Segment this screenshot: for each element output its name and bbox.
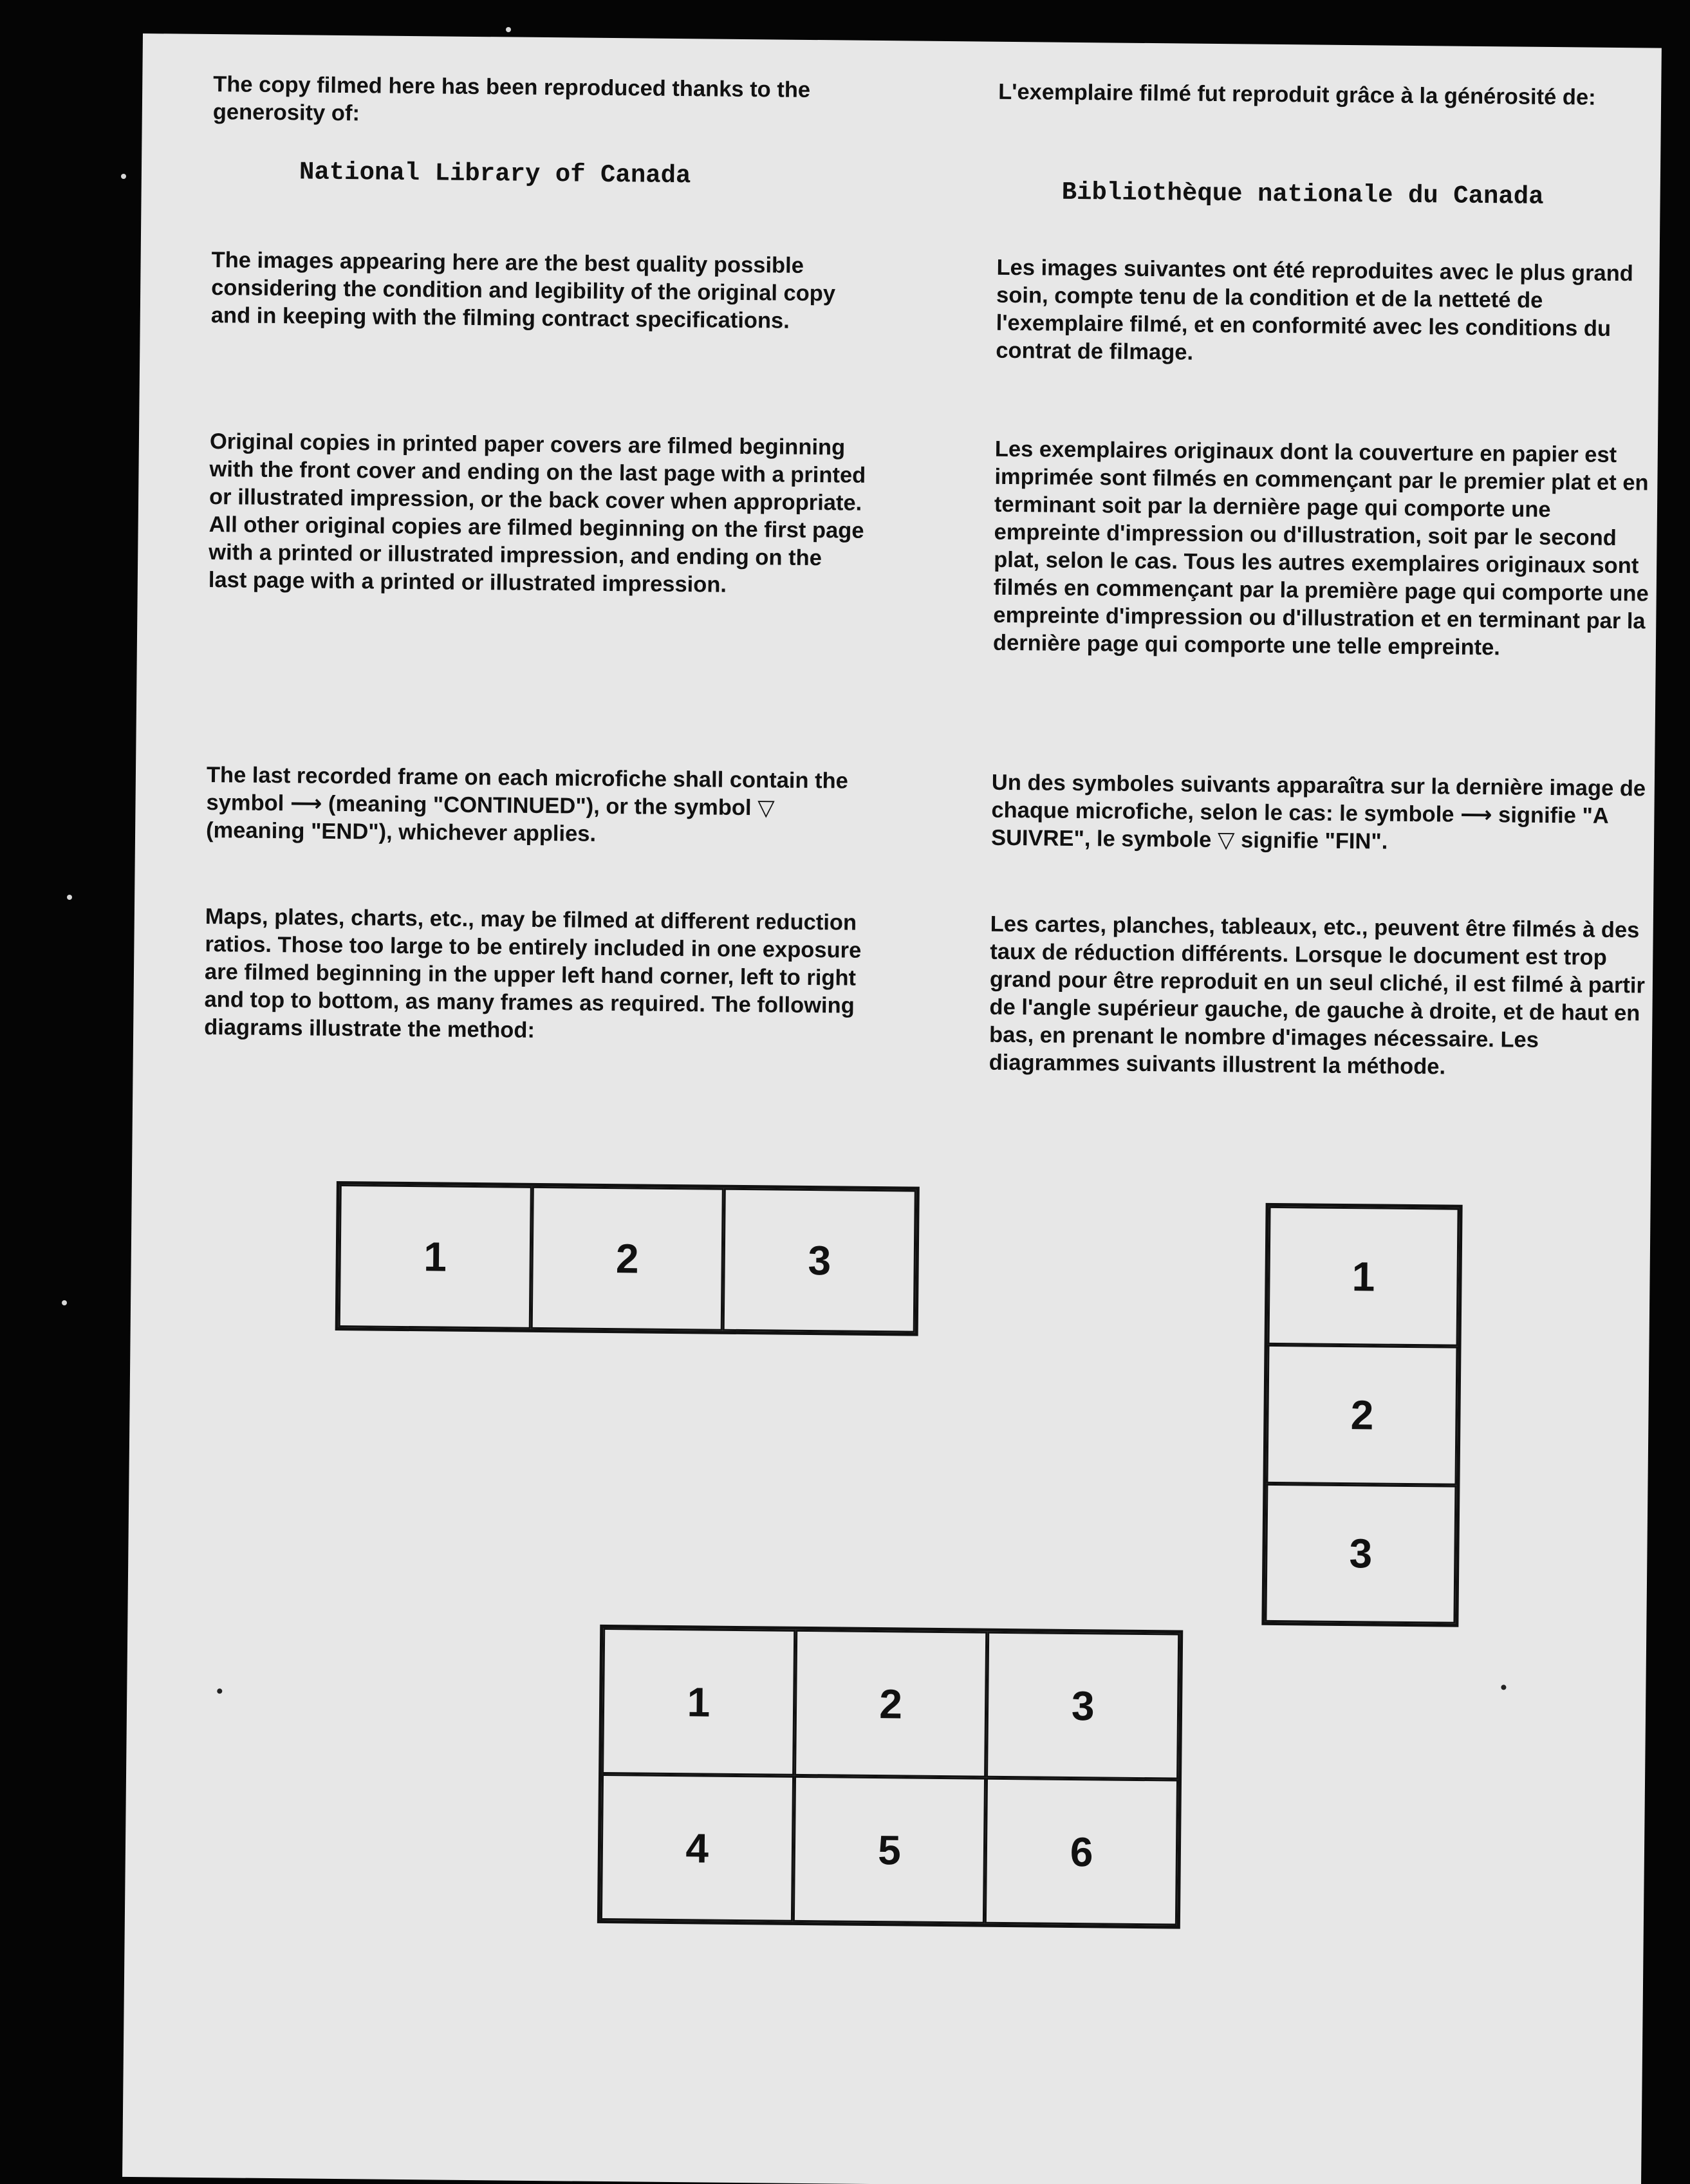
frame-cell: 6 [985, 1778, 1178, 1926]
fr-original-copies-paragraph: Les exemplaires originaux dont la couverture en papier est imprimée sont filmés en commençant par le premier plat et en terminant soit par la dernière page qui comporte une empreinte d'impression ou d'illustration, soit par le second plat, selon le cas. Tous les autres exemplaires originaux sont filmés en commençant par la première page qui comporte une empreinte d'impression ou d'illustration et en terminant par la dernière page qui comporte une telle empreinte. [992, 436, 1649, 660]
frame-cell: 4 [600, 1774, 794, 1922]
fr-library-name: Bibliothèque nationale du Canada [1061, 178, 1544, 211]
scan-speck [506, 27, 511, 32]
en-symbols-paragraph [206, 761, 863, 851]
fin-triangle-icon: ▽ [1217, 827, 1235, 854]
fr-symbols-paragraph [991, 769, 1648, 859]
frame-cell: 1 [1268, 1206, 1460, 1347]
scan-speck [67, 895, 72, 900]
en-library-name: National Library of Canada [299, 158, 691, 191]
fr-symbols-text-middle: signifie "A SUIVRE", le symbole [990, 803, 1608, 852]
continued-arrow-icon: ⟶ [290, 790, 322, 817]
frame-cell: 1 [339, 1184, 532, 1329]
en-quality-paragraph: The images appearing here are the best quality possible considering the condition and legibility of the original copy and in keeping with the filming contract specifications. [210, 248, 836, 333]
frame-cell: 2 [794, 1630, 988, 1778]
diagram-vertical-frames [1261, 1203, 1462, 1627]
scan-speck [62, 1300, 67, 1305]
end-triangle-icon: ▽ [757, 795, 775, 821]
frame-cell: 1 [602, 1628, 795, 1776]
scan-speck [217, 1688, 222, 1694]
scan-speck [1501, 1685, 1506, 1690]
en-symbols-text-before: The last recorded frame on each microfiche shall contain the symbol [206, 763, 849, 816]
microfiche-target-page [122, 33, 1662, 2184]
diagram-grid-frames [597, 1625, 1183, 1929]
frame-cell: 5 [793, 1776, 987, 1924]
fr-quality-paragraph: Les images suivantes ont été reproduites avec le plus grand soin, compte tenu de la condition et de la netteté de l'exemplaire filmé, et en conformité avec les conditions du contrat de filmage. [996, 255, 1634, 365]
fr-symbols-text-before: Un des symboles suivants apparaîtra sur la dernière image de chaque microfiche, selon le cas: le symbole [991, 770, 1646, 827]
frame-cell: 2 [1266, 1345, 1458, 1485]
diagram-horizontal-frames [335, 1181, 920, 1336]
frame-cell: 3 [986, 1632, 1180, 1780]
en-symbols-text-after: (meaning "END"), whichever applies. [205, 817, 597, 846]
frame-cell: 3 [723, 1188, 916, 1333]
frame-cell: 3 [1265, 1484, 1456, 1624]
en-symbols-text-middle: (meaning "CONTINUED"), or the symbol [328, 791, 752, 821]
frame-cell: 2 [530, 1186, 724, 1331]
fr-thanks: L'exemplaire filmé fut reproduit grâce à la générosité de: [998, 79, 1596, 110]
en-original-copies-paragraph: Original copies in printed paper covers are filmed beginning with the front cover and ending on the last page with a printed or illustrated impression, or the back cover when appropriate. All other original copies are filmed beginning on the first page with a printed or illustrated impression, and ending on the last page with a printed or illustrated impression. [208, 429, 866, 597]
scan-speck [121, 174, 126, 179]
en-maps-paragraph: Maps, plates, charts, etc., may be filmed at different reduction ratios. Those too large to be entirely included in one exposure are filmed beginning in the upper left hand corner, left to right and top to bottom, as many frames as required. The following diagrams illustrate the method: [204, 904, 862, 1043]
suivre-arrow-icon: ⟶ [1460, 801, 1492, 828]
fr-maps-paragraph: Les cartes, planches, tableaux, etc., peuvent être filmés à des taux de réduction différents. Lorsque le document est trop grand pour être reproduit en un seul cliché, il est filmé à partir de l'angle supérieur gauche, de gauche à droite, et de haut en bas, en prenant le nombre d'images nécessaire. Les diagrammes suivants illustrent la méthode. [989, 911, 1646, 1079]
en-thanks: The copy filmed here has been reproduced thanks to the generosity of: [212, 72, 811, 126]
fr-symbols-text-after: signifie "FIN". [1240, 828, 1388, 854]
